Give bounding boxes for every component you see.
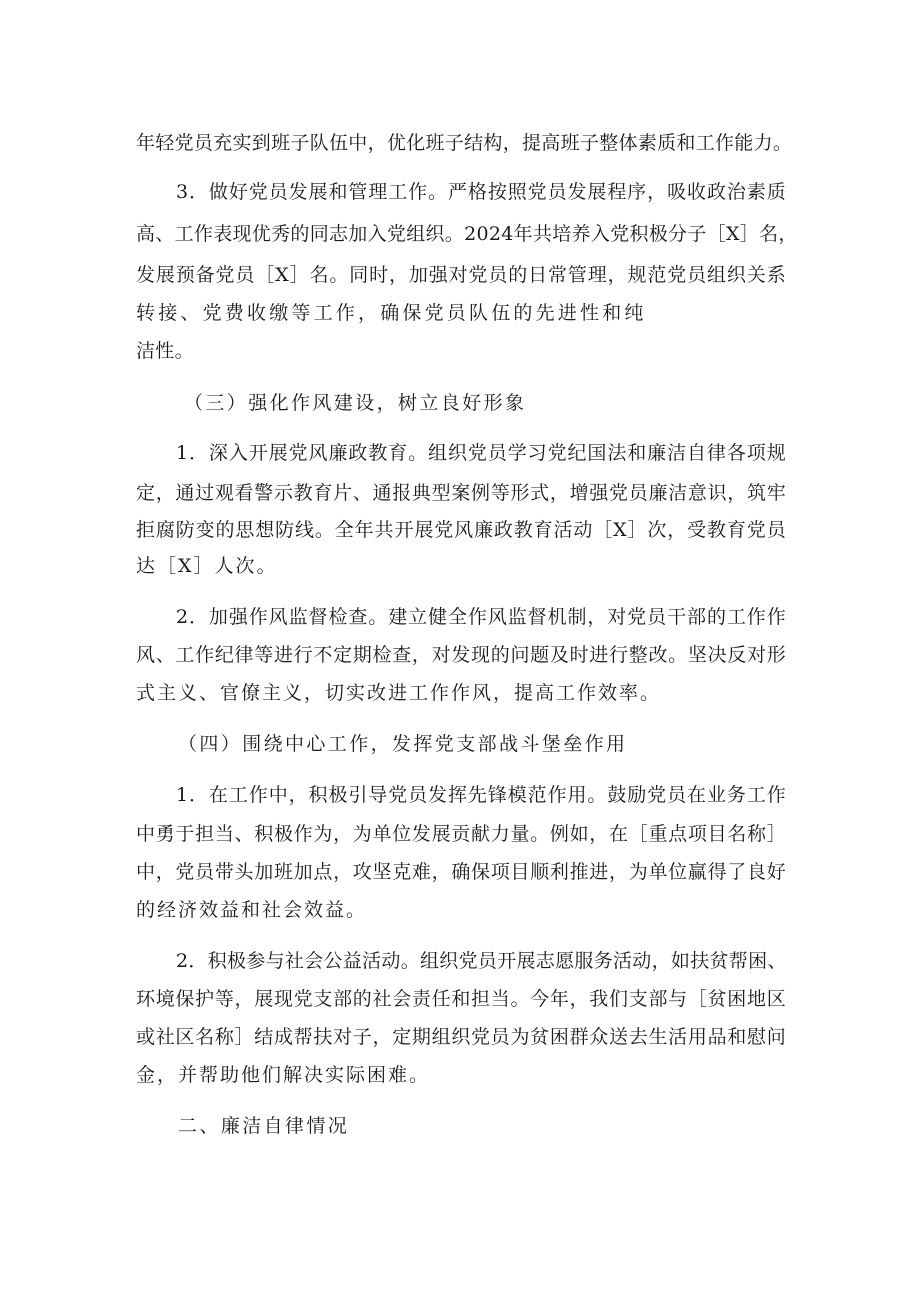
text-line: 式主义、官僚主义，切实改进工作作风，提高工作效率。	[136, 682, 662, 704]
text-line: 年轻党员充实到班子队伍中，优化班子结构，提高班子整体素质和工作能力。	[136, 132, 793, 154]
text-line: 风、工作纪律等进行不定期检查，对发现的问题及时进行整改。坚决反对形	[136, 644, 786, 666]
text-line: 拒腐防变的思想防线。全年共开展党风廉政教育活动［X］次，受教育党员	[136, 519, 786, 541]
text-line: 1．在工作中，积极引导党员发挥先锋模范作用。鼓励党员在业务工作	[176, 784, 786, 806]
text-line: 定，通过观看警示教育片、通报典型案例等形式，增强党员廉洁意识，筑牢	[136, 482, 786, 504]
text-line: 3．做好党员发展和管理工作。严格按照党员发展程序，吸收政治素质	[176, 181, 786, 203]
text-line: 或社区名称］结成帮扶对子，定期组织党员为贫困群众送去生活用品和慰问	[136, 1026, 786, 1048]
text-line: 1．深入开展党风廉政教育。组织党员学习党纪国法和廉洁自律各项规	[176, 442, 786, 464]
text-line: 转接、党费收缴等工作，确保党员队伍的先进性和纯	[136, 302, 647, 324]
text-line: 高、工作表现优秀的同志加入党组织。2024年共培养入党积极分子［X］名，	[136, 223, 798, 245]
text-line: 洁性。	[136, 340, 194, 362]
text-line: 发展预备党员［X］名。同时，加强对党员的日常管理，规范党员组织关系	[136, 264, 786, 286]
text-line: 环境保护等，展现党支部的社会责任和担当。今年，我们支部与［贫困地区	[136, 988, 786, 1010]
text-line: 达［X］人次。	[136, 555, 278, 577]
text-line: 中，党员带头加班加点，攻坚克难，确保项目顺利推进，为单位赢得了良好	[136, 861, 786, 883]
text-line: 2．积极参与社会公益活动。组织党员开展志愿服务活动，如扶贫帮困、	[176, 950, 787, 972]
text-line: 中勇于担当、积极作为，为单位发展贡献力量。例如，在［重点项目名称］	[136, 823, 786, 845]
text-line: 2．加强作风监督检查。建立健全作风监督机制，对党员干部的工作作	[176, 606, 786, 628]
text-line: 的经济效益和社会效益。	[136, 899, 368, 921]
text-line: 金，并帮助他们解决实际困难。	[136, 1064, 431, 1086]
section-heading: （四）围绕中心工作，发挥党支部战斗堡垒作用	[178, 733, 628, 755]
section-heading: （三）强化作风建设，树立良好形象	[184, 392, 527, 414]
chapter-heading: 二、廉洁自律情况	[178, 1115, 350, 1137]
